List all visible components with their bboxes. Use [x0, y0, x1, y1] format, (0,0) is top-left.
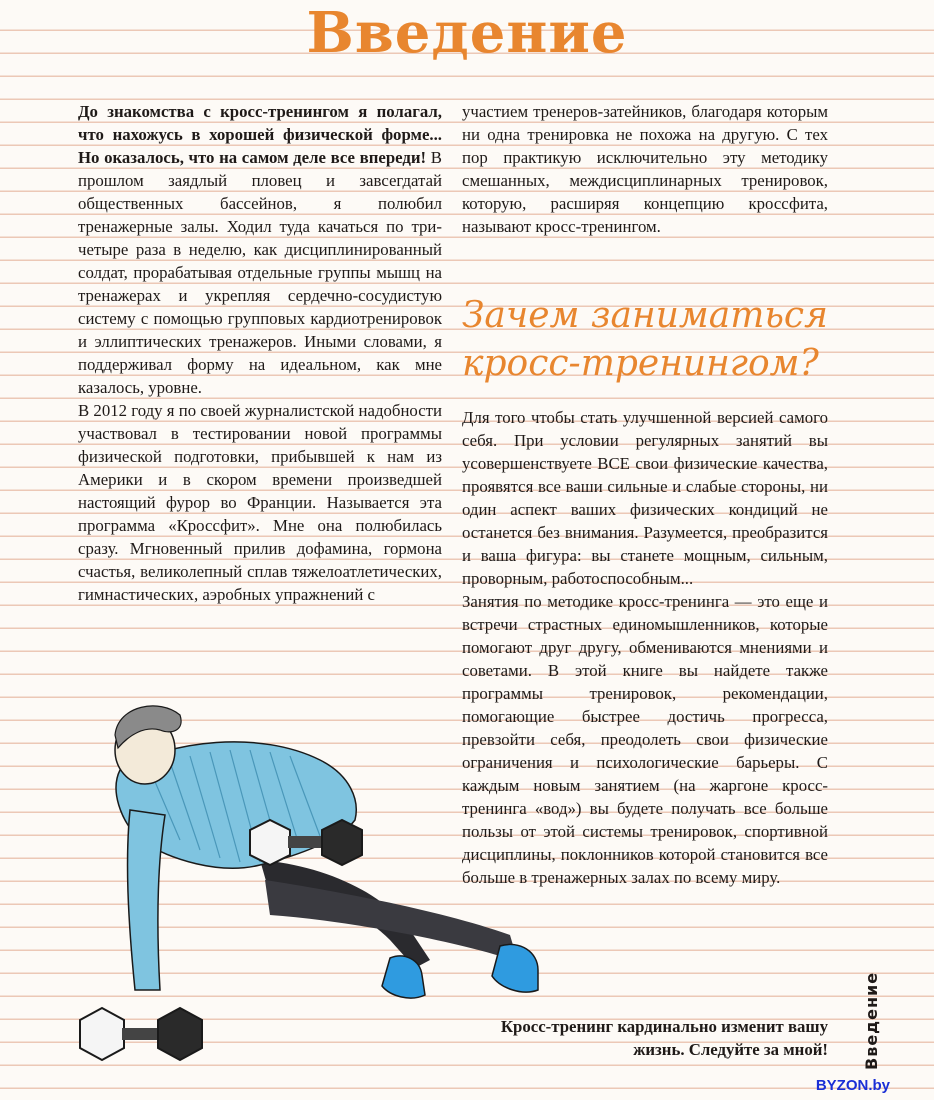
- page-title: Введение: [306, 0, 628, 66]
- closing-statement: Кросс-тренинг кардинально изменит вашу жизнь. Следуйте за мной!: [500, 1017, 828, 1059]
- intro-lead-rest: В прошлом заядлый пловец и завсегдатай общественных бассейнов, я полюбил тренажерные залы. Ходил туда качаться по три-четыре раза в неделю, как дисциплинированный солдат, прорабатывая отдельные группы мышц на тренажерах и укрепляя сердечно-сосудистую систему с помощью групповых кардиотренировок и эллиптических тренажеров. Иными словами, я поддерживал форму на идеальном, как мне казалось, уровне.: [78, 148, 442, 397]
- side-section-label: Введение: [862, 971, 881, 1070]
- intro-lead-bold: До знакомства с кросс-тренингом я полагал, что нахожусь в хорошей физической форме... Но оказалось, что на самом деле все впереди!: [78, 102, 442, 167]
- dumbbell-floor-icon: [80, 1008, 202, 1060]
- section-heading: Зачем заниматься кросс-тренингом?: [462, 295, 828, 384]
- watermark: BYZON.by: [815, 1077, 890, 1094]
- paragraph-why: Для того чтобы стать улучшенной версией самого себя. При условии регулярных занятий вы усовершенствуете ВСЕ свои физические качества, проявятся все ваши сильные и слабые стороны, ни один аспект ваших физических кондиций не останется без внимания. Разумеется, преобразится и ваша фигура: вы станете мощным, сильным, проворным, работоспособным...: [462, 408, 828, 588]
- athlete-illustration: [60, 690, 560, 1070]
- paragraph-2012: В 2012 году я по своей журналистской надобности участвовал в тестировании новой программы физической подготовки, прибывшей к нам из Америки и в скором времени произведшей настоящий фурор во Франции. Называется эта программа «Кроссфит». Мне она полюбилась сразу. Мгновенный прилив дофамина, гормона счастья, великолепный сплав тяжелоатлетических, гимнастических, аэробных упражнений с: [78, 401, 442, 604]
- text-column-left: [78, 100, 442, 606]
- shoe-right-icon: [492, 944, 538, 992]
- intro-paragraph: [78, 100, 442, 399]
- paragraph-community: Занятия по методике кросс-тренинга — это еще и встречи страстных единомышленников, которые помогают друг другу, обмениваются мнениями и советами. В этой книге вы найдете также программы тренировок, рекомендации, помогающие быстрее достичь прогресса, превзойти себя, преодолеть свои физические ограничения и психологические барьеры. С каждым новым занятием (на жаргоне кросс-тренинга «вод») вы будете получать все больше пользы от этой системы тренировок, спортивной дисциплины, поклонников которой становится все больше в тренажерных залах по всему миру.: [462, 592, 828, 887]
- text-column-right-top: [462, 100, 828, 238]
- paragraph-continued: участием тренеров-затейников, благодаря которым ни одна тренировка не похожа на другую. С тех пор практикую исключительно эту методику смешанных, междисциплинарных тренировок, которую, расширяя концепцию кроссфита, называют кросс-тренингом.: [462, 102, 828, 236]
